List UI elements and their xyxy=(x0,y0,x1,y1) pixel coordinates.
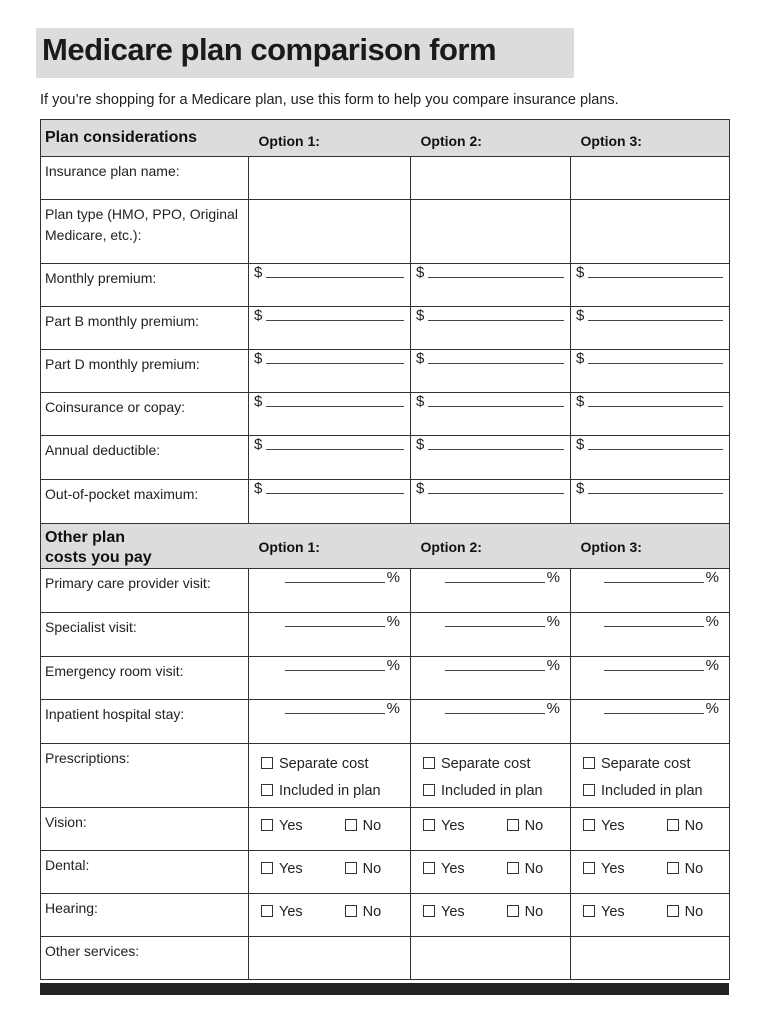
percent-symbol: % xyxy=(386,700,400,717)
intro-text: If you’re shopping for a Medicare plan, use this form to help you compare insurance plans. xyxy=(40,92,619,108)
percent-field[interactable] xyxy=(411,569,570,594)
no-option[interactable]: No xyxy=(345,861,382,877)
row-label: Part B monthly premium: xyxy=(45,313,200,329)
currency-symbol: $ xyxy=(416,350,425,367)
currency-field[interactable] xyxy=(571,436,729,461)
percent-symbol: % xyxy=(705,613,719,630)
currency-symbol: $ xyxy=(576,393,585,410)
checkbox[interactable] xyxy=(261,784,273,796)
percent-symbol: % xyxy=(546,569,560,586)
percent-field[interactable] xyxy=(411,657,570,682)
blank-line xyxy=(588,319,723,321)
currency-symbol: $ xyxy=(576,307,585,324)
percent-symbol: % xyxy=(386,569,400,586)
blank-line xyxy=(588,492,723,494)
percent-field[interactable] xyxy=(249,700,410,725)
checkbox[interactable] xyxy=(507,819,519,831)
yes-option[interactable]: Yes xyxy=(261,904,303,920)
currency-symbol: $ xyxy=(416,393,425,410)
table-row xyxy=(41,480,730,524)
prescription-options xyxy=(249,744,410,805)
yes-option[interactable]: Yes xyxy=(261,861,303,877)
currency-symbol: $ xyxy=(416,480,425,497)
no-option[interactable]: No xyxy=(667,861,704,877)
table-row xyxy=(41,851,730,894)
checkbox[interactable] xyxy=(667,862,679,874)
option-1-label: Option 1: xyxy=(258,133,320,149)
percent-symbol: % xyxy=(546,613,560,630)
row-label: Specialist visit: xyxy=(45,619,137,635)
yes-no-options xyxy=(249,808,410,834)
blank-line xyxy=(285,669,385,671)
yes-no-options xyxy=(571,808,729,834)
blank-line xyxy=(266,362,404,364)
percent-field[interactable] xyxy=(571,700,729,725)
blank-line xyxy=(588,405,723,407)
currency-field[interactable] xyxy=(411,307,570,332)
currency-field[interactable] xyxy=(571,307,729,332)
percent-field[interactable] xyxy=(411,613,570,638)
row-label: Hearing: xyxy=(45,900,98,916)
currency-symbol: $ xyxy=(254,350,263,367)
blank-line xyxy=(266,405,404,407)
currency-field[interactable] xyxy=(571,393,729,418)
included-in-plan-option[interactable]: Included in plan xyxy=(423,778,570,805)
table-row xyxy=(41,744,730,808)
option-3-label: Option 3: xyxy=(580,133,642,149)
yes-option[interactable]: Yes xyxy=(261,818,303,834)
section1-heading: Plan considerations xyxy=(45,129,198,146)
blank-line xyxy=(285,625,385,627)
blank-line xyxy=(266,448,404,450)
table-row xyxy=(41,393,730,436)
currency-symbol: $ xyxy=(254,307,263,324)
row-label: Emergency room visit: xyxy=(45,663,184,679)
checkbox[interactable] xyxy=(507,862,519,874)
checkbox[interactable] xyxy=(667,819,679,831)
text-entry-cell[interactable] xyxy=(571,937,730,980)
blank-line xyxy=(428,276,564,278)
percent-symbol: % xyxy=(546,657,560,674)
currency-field[interactable] xyxy=(411,350,570,375)
comparison-table xyxy=(40,119,730,980)
table-row xyxy=(41,894,730,937)
currency-field[interactable] xyxy=(571,350,729,375)
no-option[interactable]: No xyxy=(507,818,544,834)
currency-symbol: $ xyxy=(416,264,425,281)
table-row xyxy=(41,200,730,264)
yes-option[interactable]: Yes xyxy=(583,818,625,834)
yes-option[interactable]: Yes xyxy=(583,861,625,877)
row-label: Out-of-pocket maximum: xyxy=(45,486,199,502)
text-entry-cell[interactable] xyxy=(571,157,730,200)
table-row xyxy=(41,613,730,657)
checkbox[interactable] xyxy=(423,757,435,769)
text-entry-cell[interactable] xyxy=(411,157,571,200)
yes-no-options xyxy=(571,894,729,920)
table-row xyxy=(41,808,730,851)
percent-symbol: % xyxy=(386,613,400,630)
percent-symbol: % xyxy=(705,657,719,674)
separate-cost-option[interactable]: Separate cost xyxy=(423,751,570,778)
checkbox[interactable] xyxy=(345,905,357,917)
blank-line xyxy=(588,448,723,450)
currency-symbol: $ xyxy=(254,393,263,410)
currency-field[interactable] xyxy=(411,393,570,418)
yes-option[interactable]: Yes xyxy=(423,904,465,920)
yes-option[interactable]: Yes xyxy=(583,904,625,920)
checkbox[interactable] xyxy=(583,784,595,796)
separate-cost-option[interactable]: Separate cost xyxy=(261,751,410,778)
percent-field[interactable] xyxy=(571,657,729,682)
checkbox[interactable] xyxy=(423,905,435,917)
percent-field[interactable] xyxy=(571,569,729,594)
checkbox[interactable] xyxy=(583,819,595,831)
currency-field[interactable] xyxy=(249,480,410,505)
text-entry-cell[interactable] xyxy=(571,200,730,264)
percent-field[interactable] xyxy=(571,613,729,638)
prescription-options xyxy=(571,744,729,805)
blank-line xyxy=(604,581,704,583)
currency-symbol: $ xyxy=(576,264,585,281)
no-option[interactable]: No xyxy=(667,904,704,920)
yes-option[interactable]: Yes xyxy=(423,818,465,834)
blank-line xyxy=(604,625,704,627)
option-1-label: Option 1: xyxy=(258,539,320,555)
row-label: Other services: xyxy=(45,943,140,959)
blank-line xyxy=(588,362,723,364)
percent-symbol: % xyxy=(705,700,719,717)
currency-symbol: $ xyxy=(416,307,425,324)
percent-field[interactable] xyxy=(249,613,410,638)
no-option[interactable]: No xyxy=(507,904,544,920)
checkbox[interactable] xyxy=(583,862,595,874)
option-3-label: Option 3: xyxy=(580,539,642,555)
checkbox[interactable] xyxy=(261,757,273,769)
percent-field[interactable] xyxy=(249,657,410,682)
checkbox[interactable] xyxy=(261,905,273,917)
percent-symbol: % xyxy=(546,700,560,717)
checkbox[interactable] xyxy=(261,862,273,874)
percent-field[interactable] xyxy=(411,700,570,725)
currency-symbol: $ xyxy=(416,436,425,453)
blank-line xyxy=(266,319,404,321)
option-2-label: Option 2: xyxy=(420,539,482,555)
no-option[interactable]: No xyxy=(507,861,544,877)
text-entry-cell[interactable] xyxy=(411,937,571,980)
no-option[interactable]: No xyxy=(345,818,382,834)
currency-field[interactable] xyxy=(249,350,410,375)
table-row xyxy=(41,307,730,350)
blank-line xyxy=(445,712,545,714)
yes-no-options xyxy=(411,894,570,920)
currency-symbol: $ xyxy=(254,436,263,453)
title-bar xyxy=(36,28,574,78)
yes-no-options xyxy=(411,808,570,834)
blank-line xyxy=(285,581,385,583)
checkbox[interactable] xyxy=(583,905,595,917)
section1-header xyxy=(41,120,730,157)
checkbox[interactable] xyxy=(507,905,519,917)
table-row xyxy=(41,436,730,480)
currency-symbol: $ xyxy=(576,350,585,367)
row-label: Inpatient hospital stay: xyxy=(45,706,185,722)
text-entry-cell[interactable] xyxy=(249,157,411,200)
no-option[interactable]: No xyxy=(667,818,704,834)
currency-field[interactable] xyxy=(249,307,410,332)
blank-line xyxy=(266,276,404,278)
table-row xyxy=(41,937,730,980)
currency-field[interactable] xyxy=(411,436,570,461)
row-label: Part D monthly premium: xyxy=(45,356,200,372)
currency-field[interactable] xyxy=(571,264,729,289)
text-entry-cell[interactable] xyxy=(411,200,571,264)
yes-no-options xyxy=(571,851,729,877)
currency-field[interactable] xyxy=(411,480,570,505)
percent-symbol: % xyxy=(705,569,719,586)
row-label: Insurance plan name: xyxy=(45,163,180,179)
blank-line xyxy=(588,276,723,278)
checkbox[interactable] xyxy=(667,905,679,917)
footer-bar xyxy=(40,983,729,995)
row-label: Plan type (HMO, PPO, Original Medicare, etc.): xyxy=(45,206,238,243)
table-row xyxy=(41,264,730,307)
blank-line xyxy=(428,405,564,407)
text-entry-cell[interactable] xyxy=(249,937,411,980)
separate-cost-option[interactable]: Separate cost xyxy=(583,751,729,778)
included-in-plan-option[interactable]: Included in plan xyxy=(583,778,729,805)
blank-line xyxy=(445,669,545,671)
currency-field[interactable] xyxy=(249,436,410,461)
yes-no-options xyxy=(249,851,410,877)
included-in-plan-option[interactable]: Included in plan xyxy=(261,778,410,805)
table-row xyxy=(41,157,730,200)
row-label: Annual deductible: xyxy=(45,442,161,458)
checkbox[interactable] xyxy=(261,819,273,831)
yes-no-options xyxy=(249,894,410,920)
prescription-options xyxy=(411,744,570,805)
checkbox[interactable] xyxy=(345,819,357,831)
yes-option[interactable]: Yes xyxy=(423,861,465,877)
blank-line xyxy=(428,492,564,494)
row-label: Vision: xyxy=(45,814,87,830)
percent-symbol: % xyxy=(386,657,400,674)
option-2-label: Option 2: xyxy=(420,133,482,149)
row-label: Coinsurance or copay: xyxy=(45,399,186,415)
percent-field[interactable] xyxy=(249,569,410,594)
table-row xyxy=(41,700,730,744)
checkbox[interactable] xyxy=(583,757,595,769)
currency-symbol: $ xyxy=(576,436,585,453)
blank-line xyxy=(428,362,564,364)
section2-heading: Other plan costs you pay xyxy=(45,529,152,566)
currency-symbol: $ xyxy=(254,480,263,497)
currency-field[interactable] xyxy=(411,264,570,289)
blank-line xyxy=(445,625,545,627)
blank-line xyxy=(266,492,404,494)
blank-line xyxy=(285,712,385,714)
row-label: Dental: xyxy=(45,857,90,873)
checkbox[interactable] xyxy=(423,819,435,831)
blank-line xyxy=(445,581,545,583)
table-row xyxy=(41,569,730,613)
blank-line xyxy=(604,712,704,714)
blank-line xyxy=(428,448,564,450)
row-label: Prescriptions: xyxy=(45,750,130,766)
section2-header xyxy=(41,524,730,569)
text-entry-cell[interactable] xyxy=(249,200,411,264)
currency-field[interactable] xyxy=(249,264,410,289)
checkbox[interactable] xyxy=(345,862,357,874)
currency-field[interactable] xyxy=(571,480,729,505)
row-label: Primary care provider visit: xyxy=(45,575,211,591)
currency-symbol: $ xyxy=(576,480,585,497)
row-label: Monthly premium: xyxy=(45,270,157,286)
currency-field[interactable] xyxy=(249,393,410,418)
no-option[interactable]: No xyxy=(345,904,382,920)
checkbox[interactable] xyxy=(423,784,435,796)
blank-line xyxy=(604,669,704,671)
checkbox[interactable] xyxy=(423,862,435,874)
page-title: Medicare plan comparison form xyxy=(42,32,497,67)
currency-symbol: $ xyxy=(254,264,263,281)
table-row xyxy=(41,350,730,393)
table-row xyxy=(41,657,730,700)
yes-no-options xyxy=(411,851,570,877)
blank-line xyxy=(428,319,564,321)
